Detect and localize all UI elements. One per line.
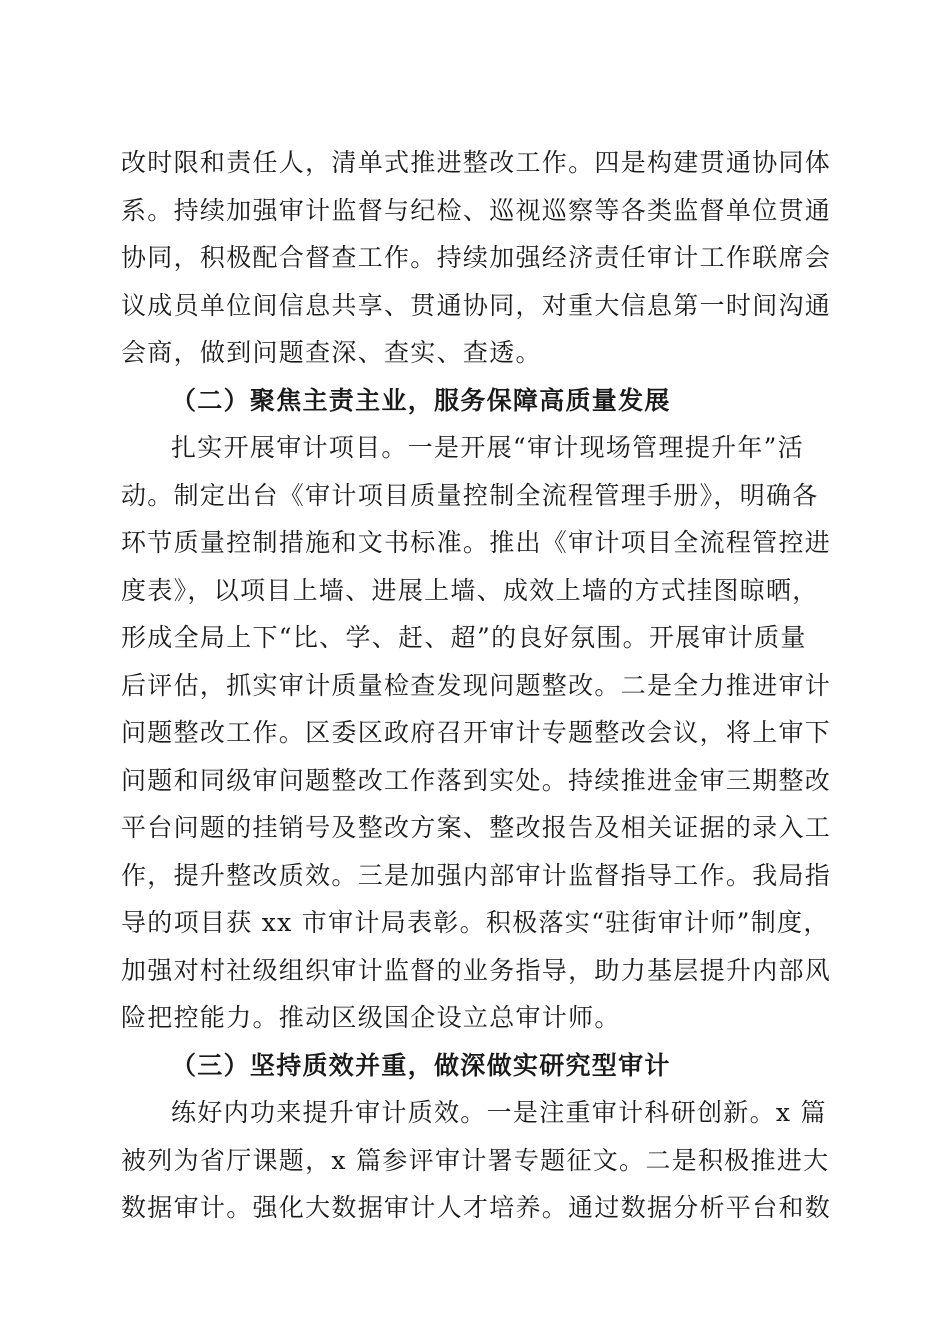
body-line: 数据审计。强化大数据审计人才培养。通过数据分析平台和数 <box>121 1193 831 1222</box>
document-body <box>121 139 831 1232</box>
section-heading-2: （二）聚焦主责主业，服务保障高质量发展 <box>171 385 671 415</box>
body-line: 平台问题的挂销号及整改方案、整改报告及相关证据的录入工 <box>121 813 831 842</box>
body-line: 改时限和责任人，清单式推进整改工作。四是构建贯通协同体 <box>121 148 831 177</box>
section-heading-3: （三）坚持质效并重，做深做实研究型审计 <box>171 1050 671 1080</box>
body-line: 导的项目获 xx 市审计局表彰。积极落实“驻街审计师”制度， <box>121 908 830 937</box>
body-line: 险把控能力。推动区级国企设立总审计师。 <box>121 1003 621 1032</box>
body-line: 动。制定出台《审计项目质量控制全流程管理手册》，明确各 <box>121 480 819 510</box>
body-line: 环节质量控制措施和文书标准。推出《审计项目全流程管控进 <box>121 528 831 557</box>
body-line: 后评估，抓实审计质量检查发现问题整改。二是全力推进审计 <box>121 670 831 700</box>
body-line: 加强对村社级组织审计监督的业务指导，助力基层提升内部风 <box>121 955 831 985</box>
body-line: 系。持续加强审计监督与纪检、巡视巡察等各类监督单位贯通 <box>121 195 831 225</box>
body-line: 问题整改工作。区委区政府召开审计专题整改会议，将上审下 <box>121 718 831 747</box>
body-line: 问题和同级审问题整改工作落到实处。持续推进金审三期整改 <box>121 765 831 795</box>
body-line: 协同，积极配合督查工作。持续加强经济责任审计工作联席会 <box>121 243 831 272</box>
body-line: 形成全局上下“比、学、赶、超”的良好氛围。开展审计质量 <box>121 623 807 652</box>
paragraph-first-line: 练好内功来提升审计质效。一是注重审计科研创新。x 篇 <box>171 1098 827 1127</box>
body-line: 会商，做到问题查深、查实、查透。 <box>121 338 542 367</box>
body-line: 议成员单位间信息共享、贯通协同，对重大信息第一时间沟通 <box>121 290 831 320</box>
body-line: 作，提升整改质效。三是加强内部审计监督指导工作。我局指 <box>121 860 831 890</box>
body-line: 被列为省厅课题，x 篇参评审计署专题征文。二是积极推进大 <box>121 1145 830 1175</box>
body-line: 度表》，以项目上墙、进展上墙、成效上墙的方式挂图晾晒， <box>121 575 819 605</box>
paragraph-first-line: 扎实开展审计项目。一是开展“审计现场管理提升年”活 <box>171 433 805 462</box>
